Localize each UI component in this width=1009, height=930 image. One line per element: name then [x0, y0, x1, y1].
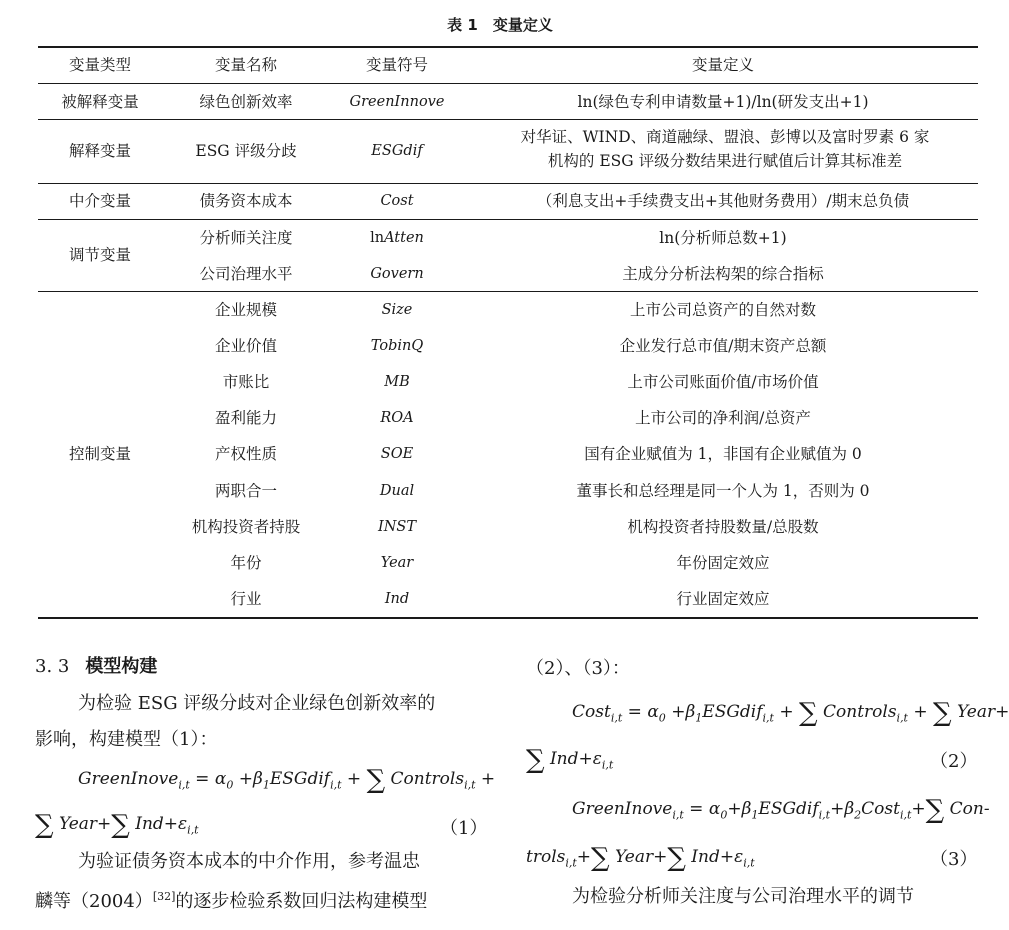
variable-definition: ln(绿色专利申请数量+1)/ln(研发支出+1) — [577, 93, 869, 111]
citation-ref[interactable]: [32] — [152, 890, 176, 903]
variable-symbol: ROA — [380, 410, 414, 426]
table-row-divider — [38, 183, 978, 184]
paragraph-line — [35, 880, 427, 919]
definition-line: 机构的 ESG 评级分数结果进行赋值后计算其标准差 — [547, 152, 903, 170]
variable-definition: ln(分析师总数+1) — [659, 229, 787, 247]
table-caption: 表 1 变量定义 — [447, 16, 553, 34]
variable-symbol: INST — [377, 519, 417, 535]
variable-type: 中介变量 — [68, 192, 132, 210]
variable-name: 市账比 — [222, 373, 270, 391]
paragraph-line: 为检验 ESG 评级分歧对企业绿色创新效率的 — [78, 693, 436, 714]
equation-2-line-1: Cost$_{i,t}$ = $\alpha_0$ $+\beta_1ESGdif_{i,t}$ + ∑ Controls$_{i,t}$ + ∑ Year+ — [572, 698, 1009, 728]
variable-name: ESG 评级分歧 — [195, 142, 297, 160]
equation-1-number: （1） — [440, 818, 488, 839]
variable-type: 被解释变量 — [61, 93, 139, 111]
table-bottom-rule — [38, 617, 978, 619]
variable-name: 机构投资者持股 — [191, 518, 301, 536]
table-header-cell: 变量类型 — [68, 56, 132, 74]
variable-name: 公司治理水平 — [199, 265, 293, 283]
table-row-divider — [38, 119, 978, 120]
paragraph-text: 的逐步检验系数回归法构建模型 — [175, 891, 428, 912]
variable-definition: 国有企业赋值为 1，非国有企业赋值为 0 — [584, 445, 862, 463]
table-row-divider — [38, 291, 978, 292]
equation-3-number: （3） — [930, 849, 978, 870]
variable-definition: （利息支出+手续费支出+其他财务费用）/期末总负债 — [536, 192, 910, 210]
table-row-divider — [38, 219, 978, 220]
variable-definition: 年份固定效应 — [676, 554, 770, 572]
variable-symbol: MB — [384, 374, 410, 390]
variable-type: 解释变量 — [68, 142, 132, 160]
symbol-name: Atten — [384, 230, 424, 246]
paragraph-line: （2）、（3）： — [526, 658, 630, 679]
section-heading — [35, 650, 157, 684]
variable-definition — [521, 125, 930, 173]
table-header-cell: 变量定义 — [691, 56, 755, 74]
table-header-cell: 变量名称 — [214, 56, 278, 74]
variable-definition: 主成分分析法构架的综合指标 — [622, 265, 824, 283]
section-number: 3. 3 — [35, 656, 70, 677]
variable-symbol: Year — [380, 555, 414, 571]
table-header-cell: 变量符号 — [365, 56, 429, 74]
equation-1-line-2: ∑ Year+∑ $Ind+\varepsilon_{i,t}$ — [35, 810, 199, 840]
definition-line: 对华证、WIND、商道融绿、盟浪、彭博以及富时罗素 6 家 — [520, 128, 930, 146]
paragraph-line: 影响，构建模型（1）： — [35, 729, 218, 750]
table-row-divider — [38, 83, 978, 84]
paragraph-line: 为检验分析师关注度与公司治理水平的调节 — [572, 886, 914, 907]
variable-name: 企业规模 — [214, 301, 278, 319]
variable-symbol — [370, 228, 424, 248]
variable-name: 分析师关注度 — [199, 229, 293, 247]
variable-definition: 上市公司总资产的自然对数 — [629, 301, 817, 319]
variable-symbol: Dual — [379, 483, 415, 499]
equation-1-line-1: GreenInove$_{i,t}$ = $\alpha_0$ $+\beta_1ESGdif_{i,t}$ + ∑ Controls$_{i,t}$ + — [78, 765, 496, 795]
section-title: 模型构建 — [85, 656, 158, 677]
variable-definition: 企业发行总市值/期末资产总额 — [619, 337, 827, 355]
table-top-rule — [38, 46, 978, 48]
variable-symbol: Cost — [380, 193, 414, 209]
equation-3-line-2: trols$_{i,t}$+∑ Year+∑ $Ind+\varepsilon_{i,t}$ — [526, 843, 755, 873]
variable-type: 调节变量 — [68, 246, 132, 264]
variable-symbol: Size — [381, 302, 413, 318]
variable-definition: 行业固定效应 — [676, 590, 770, 608]
variable-symbol: Ind — [384, 591, 410, 607]
equation-2-number: （2） — [930, 751, 978, 772]
variable-name: 年份 — [230, 554, 262, 572]
variable-name: 债务资本成本 — [199, 192, 293, 210]
variable-name: 产权性质 — [214, 445, 278, 463]
variable-symbol: SOE — [380, 446, 414, 462]
variable-type: 控制变量 — [68, 445, 132, 463]
variable-name: 企业价值 — [214, 337, 278, 355]
equation-2-line-2: ∑ $Ind+\varepsilon_{i,t}$ — [526, 745, 614, 775]
variable-definition: 上市公司的净利润/总资产 — [635, 409, 811, 427]
variable-name: 两职合一 — [214, 482, 278, 500]
variable-definition: 上市公司账面价值/市场价值 — [627, 373, 819, 391]
symbol-prefix: ln — [370, 230, 385, 246]
variable-symbol: TobinQ — [370, 338, 424, 354]
variable-name: 盈利能力 — [214, 409, 278, 427]
variable-definition: 机构投资者持股数量/总股数 — [627, 518, 819, 536]
variable-definition: 董事长和总经理是同一个人为 1，否则为 0 — [576, 482, 870, 500]
equation-3-line-1: GreenInove$_{i,t}$ = $\alpha_0+\beta_1ESGdif_{i,t}+\beta_2Cost_{i,t}+\sum$ Con- — [572, 795, 990, 825]
variable-symbol: ESGdif — [371, 143, 423, 159]
variable-name: 绿色创新效率 — [199, 93, 293, 111]
paragraph-text: 麟等（2004） — [35, 891, 153, 912]
variable-name: 行业 — [230, 590, 262, 608]
paragraph-line: 为验证债务资本成本的中介作用，参考温忠 — [78, 851, 420, 872]
variable-symbol: GreenInnove — [349, 94, 445, 110]
variable-symbol: Govern — [370, 266, 424, 282]
